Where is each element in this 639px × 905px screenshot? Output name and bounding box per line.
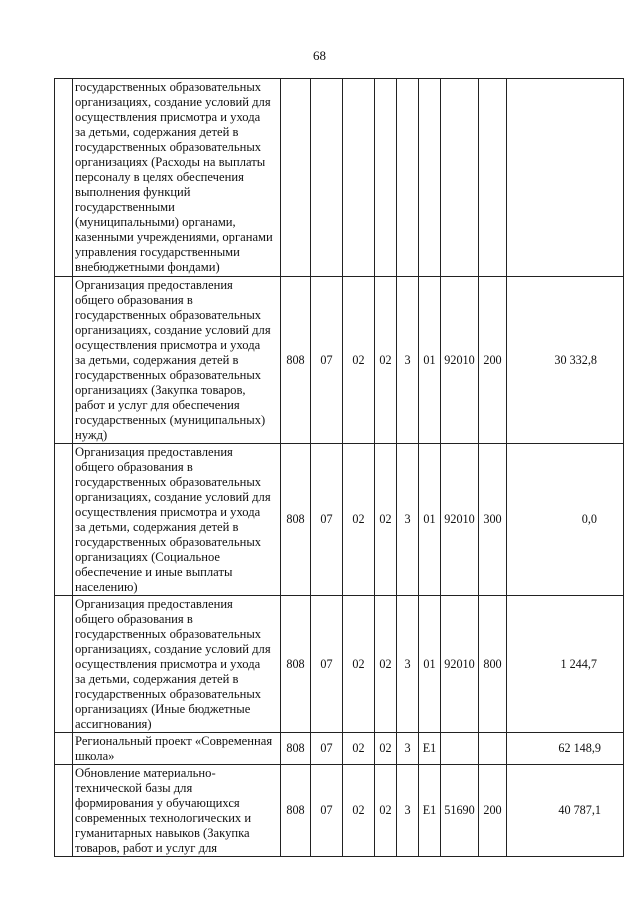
description-line: школа» [75,749,115,763]
target-article-part-2-cell: 3 [397,444,419,596]
row-description [73,79,281,277]
description-line: Организация предоставления [75,597,233,611]
target-article-part-1-cell: 02 [375,733,397,765]
description-line: за детьми, содержания детей в [75,353,239,367]
target-article-part-1-cell [375,79,397,277]
target-article-part-3-cell: E1 [419,733,441,765]
budget-col-gr-cell: 808 [281,444,311,596]
budget-col-gr-cell: 808 [281,277,311,444]
target-article-part-3-cell: 01 [419,596,441,733]
target-article-part-4-cell: 92010 [441,444,479,596]
budget-col-pr-cell [343,79,375,277]
target-article-part-3-cell: E1 [419,765,441,857]
target-article-part-1-cell: 02 [375,765,397,857]
target-article-part-4-cell [441,733,479,765]
description-line: нужд) [75,428,108,442]
amount-cell [507,79,624,277]
amount-cell: 62 148,9 [507,733,624,765]
budget-col-pr-cell: 02 [343,733,375,765]
budget-col-pr-cell: 02 [343,277,375,444]
target-article-part-4-cell: 92010 [441,596,479,733]
description-line: Обновление материально- [75,766,216,780]
description-line: формирования у обучающихся [75,796,240,810]
description-line: выполнения функций [75,185,191,199]
description-line: государственными [75,200,175,214]
description-line: осуществления присмотра и ухода [75,505,261,519]
table-row [55,596,624,733]
description-line: организациях (Иные бюджетные [75,702,251,716]
amount-cell: 30 332,8 [507,277,624,444]
table-row [55,765,624,857]
budget-col-rz-cell: 07 [311,277,343,444]
budget-col-gr-cell: 808 [281,765,311,857]
amount-cell: 1 244,7 [507,596,624,733]
description-line: гуманитарных навыков (Закупка [75,826,250,840]
description-line: (муниципальными) органами, [75,215,236,229]
description-line: общего образования в [75,293,193,307]
row-description [73,765,281,857]
target-article-part-2-cell: 3 [397,277,419,444]
description-line: организациях, создание условий для [75,95,271,109]
budget-col-pr-cell: 02 [343,444,375,596]
description-line: организациях (Социальное [75,550,220,564]
description-line: за детьми, содержания детей в [75,672,239,686]
description-line: за детьми, содержания детей в [75,520,239,534]
row-description [73,277,281,444]
description-line: ассигнования) [75,717,152,731]
budget-table [54,78,624,857]
description-line: обеспечение и иные выплаты [75,565,233,579]
target-article-part-4-cell [441,79,479,277]
budget-col-pr-cell: 02 [343,596,375,733]
empty-cell [55,596,73,733]
target-article-part-3-cell [419,79,441,277]
description-line: населению) [75,580,138,594]
description-line: Организация предоставления [75,278,233,292]
description-line: осуществления присмотра и ухода [75,338,261,352]
description-line: Организация предоставления [75,445,233,459]
table-row [55,79,624,277]
description-line: государственных образовательных [75,140,262,154]
description-line: общего образования в [75,612,193,626]
target-article-part-4-cell: 92010 [441,277,479,444]
description-line: управления государственными [75,245,240,259]
budget-col-rz-cell: 07 [311,733,343,765]
description-line: работ и услуг для обеспечения [75,398,240,412]
description-line: государственных образовательных [75,627,262,641]
description-line: государственных (муниципальных) [75,413,266,427]
description-line: государственных образовательных [75,80,262,94]
page-number: 68 [313,48,326,63]
description-line: внебюджетными фондами) [75,260,220,274]
empty-cell [55,444,73,596]
description-line: технической базы для [75,781,193,795]
description-line: государственных образовательных [75,535,262,549]
table-row [55,277,624,444]
description-line: организациях, создание условий для [75,490,271,504]
description-line: осуществления присмотра и ухода [75,657,261,671]
expense-type-code-cell [479,79,507,277]
description-line: осуществления присмотра и ухода [75,110,261,124]
budget-col-gr-cell: 808 [281,596,311,733]
budget-col-rz-cell: 07 [311,444,343,596]
table-row [55,444,624,596]
empty-cell [55,733,73,765]
description-line: за детьми, содержания детей в [75,125,239,139]
description-line: государственных образовательных [75,368,262,382]
target-article-part-3-cell: 01 [419,444,441,596]
expense-type-code-cell [479,733,507,765]
empty-cell [55,765,73,857]
description-line: организациях, создание условий для [75,642,271,656]
target-article-part-3-cell: 01 [419,277,441,444]
target-article-part-4-cell: 51690 [441,765,479,857]
target-article-part-1-cell: 02 [375,277,397,444]
target-article-part-2-cell: 3 [397,733,419,765]
budget-col-gr-cell: 808 [281,733,311,765]
description-line: государственных образовательных [75,308,262,322]
description-line: организациях, создание условий для [75,323,271,337]
empty-cell [55,79,73,277]
description-line: организациях (Расходы на выплаты [75,155,266,169]
expense-type-code-cell: 800 [479,596,507,733]
row-description [73,733,281,765]
expense-type-code-cell: 200 [479,765,507,857]
expense-type-code-cell: 300 [479,444,507,596]
expense-type-code-cell: 200 [479,277,507,444]
target-article-part-2-cell: 3 [397,765,419,857]
amount-cell: 0,0 [507,444,624,596]
description-line: государственных образовательных [75,475,262,489]
description-line: современных технологических и [75,811,252,825]
budget-col-rz-cell [311,79,343,277]
description-line: казенными учреждениями, органами [75,230,273,244]
description-line: организациях (Закупка товаров, [75,383,246,397]
target-article-part-1-cell: 02 [375,596,397,733]
description-line: государственных образовательных [75,687,262,701]
description-line: товаров, работ и услуг для [75,841,218,855]
row-description [73,596,281,733]
row-description [73,444,281,596]
budget-col-rz-cell: 07 [311,596,343,733]
target-article-part-1-cell: 02 [375,444,397,596]
description-line: Региональный проект «Современная [75,734,273,748]
budget-col-gr-cell [281,79,311,277]
target-article-part-2-cell [397,79,419,277]
empty-cell [55,277,73,444]
target-article-part-2-cell: 3 [397,596,419,733]
budget-col-pr-cell: 02 [343,765,375,857]
amount-cell: 40 787,1 [507,765,624,857]
description-line: персоналу в целях обеспечения [75,170,244,184]
budget-col-rz-cell: 07 [311,765,343,857]
description-line: общего образования в [75,460,193,474]
table-row [55,733,624,765]
